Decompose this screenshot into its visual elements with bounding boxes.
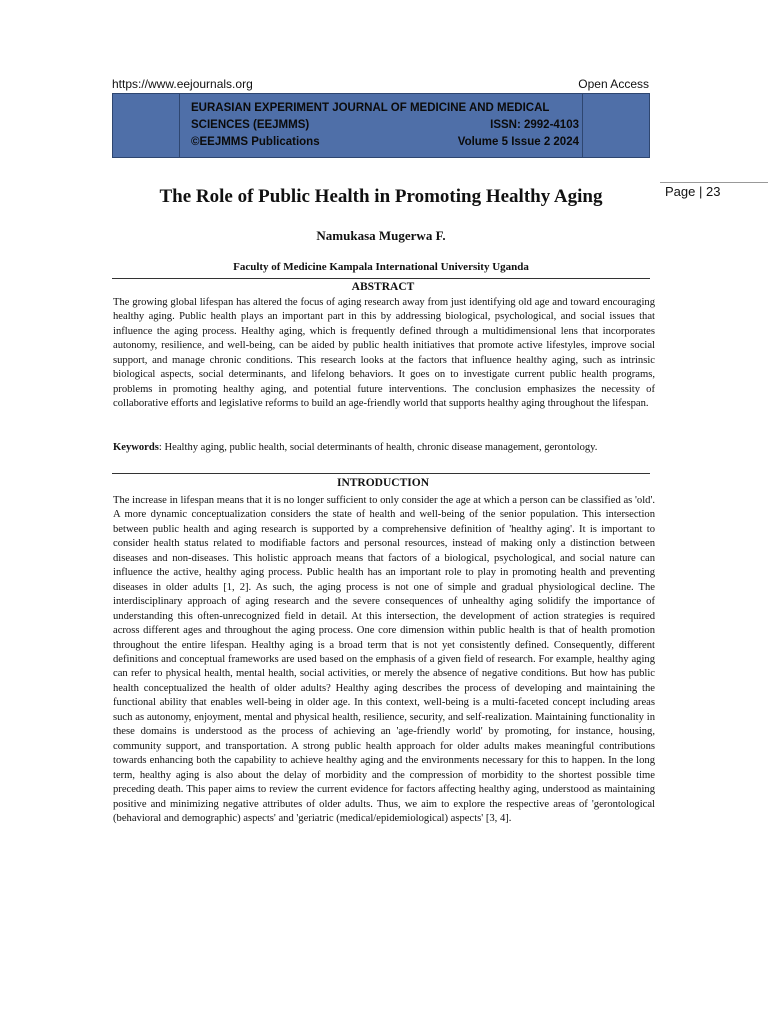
page-number: Page | 23 bbox=[665, 184, 721, 199]
introduction-text: The increase in lifespan means that it is no longer sufficient to only consider the age at which a person can be classified as 'old'. A more dynamic conceptualization considers the state of health and well-being of the senior population. This intersection between public health and aging research is supported by a comprehensive definition of 'healthy aging'. It is important to consider health status related to modifiable factors and personal resources, instead of making only a distinction between diseases and non-diseases. This holistic approach means that factors of a biological, psychological, and social nature can influence the active, healthy aging process. Public health has an important role to play in promoting health and preventing diseases in older adults [1, 2]. As such, the aging process is not one of simple and gradual physiological decline. The interdisciplinary approach of aging research and the severe consequences of unhealthy aging solidify the importance of understanding this often-unrecognized field in detail. At this intersection, the development of action strategies is required across different ages and throughout the aging process. One core dimension within public health is that of health promotion throughout the entire lifespan. Healthy aging is a broad term that is not yet consistently defined. Consequently, different definitions and conceptual frameworks are used based on the emphasis of a given field of research. For example, healthy aging can refer to physical health, mental health, social activities, or merely the absence of negative conditions. But how has public health conceptualized the health of older adults? Healthy aging describes the process of developing and maintaining the functional ability that enables well-being in older age. In this context, well-being is a multi-faceted concept including areas such as autonomy, enjoyment, mental and physical health, resilience, security, and self-realization. Maintaining functionality in these domains is understood as the process of achieving an 'age-friendly world' by promoting, for instance, housing, community support, and transportation. A strong public health approach for older adults makes meaningful contributions towards enhancing both the capability to achieve healthy aging and the environments necessary for this to happen. In the long term, healthy aging is also about the delay of morbidity and the compression of morbidity to the shortest possible time preceding death. This paper aims to review the current evidence for factors affecting healthy aging, understood as maintaining positive and minimizing negative attributes of older adults. Thus, we aim to explore the respective areas of 'gerontological (behavioral and demographic) aspects' and 'geriatric (medical/epidemiological) aspects' [3, 4]. bbox=[113, 495, 655, 824]
open-access-label: Open Access bbox=[578, 77, 649, 91]
introduction-top-rule bbox=[112, 473, 650, 474]
journal-volume: Volume 5 Issue 2 2024 bbox=[457, 136, 579, 148]
journal-issn: ISSN: 2992-4103 bbox=[490, 119, 579, 131]
banner-right-block bbox=[582, 94, 649, 157]
abstract-top-rule bbox=[112, 278, 650, 279]
keywords-label: Keywords bbox=[113, 442, 159, 453]
journal-publisher: ©EEJMMS Publications bbox=[191, 136, 320, 148]
introduction-heading: INTRODUCTION bbox=[336, 477, 429, 489]
journal-name-line1: EURASIAN EXPERIMENT JOURNAL OF MEDICINE AND MEDICAL bbox=[191, 102, 550, 114]
page-number-rule bbox=[660, 182, 768, 183]
paper-title: The Role of Public Health in Promoting Healthy Aging bbox=[159, 186, 603, 207]
keywords-text: : Healthy aging, public health, social determinants of health, chronic disease management, gerontology. bbox=[158, 442, 598, 453]
banner-left-block bbox=[113, 94, 180, 157]
abstract-text: The growing global lifespan has altered the focus of aging research away from just identifying old age and toward encouraging healthy aging. Public health plays an important part in this by addressing biological, psychological, and social issues that influence the aging process. Healthy aging, which is frequently defined through a multidimensional lens that incorporates autonomy, resilience, and well-being, can be aided by public health initiatives that promote active lifestyles, improve social support, and manage chronic conditions. This research looks at the factors that influence healthy aging, such as intrinsic biological aspects, social determinants, and lifelong behaviors. It goes on to investigate current public health programs, problems in promoting healthy aging, and potential future interventions. The conclusion emphasizes the necessity of collaborative efforts and legislative reforms to build an age-friendly world that supports healthy aging throughout the lifespan. bbox=[113, 297, 655, 410]
abstract-heading: ABSTRACT bbox=[351, 281, 415, 293]
paper-author: Namukasa Mugerwa F. bbox=[316, 228, 446, 243]
keywords-paragraph bbox=[113, 441, 655, 455]
journal-name-line2: SCIENCES (EEJMMS) bbox=[191, 119, 310, 131]
journal-banner bbox=[112, 93, 650, 158]
author-affiliation: Faculty of Medicine Kampala International University Uganda bbox=[233, 261, 529, 273]
journal-url[interactable]: https://www.eejournals.org bbox=[112, 77, 253, 91]
journal-info bbox=[191, 100, 579, 151]
